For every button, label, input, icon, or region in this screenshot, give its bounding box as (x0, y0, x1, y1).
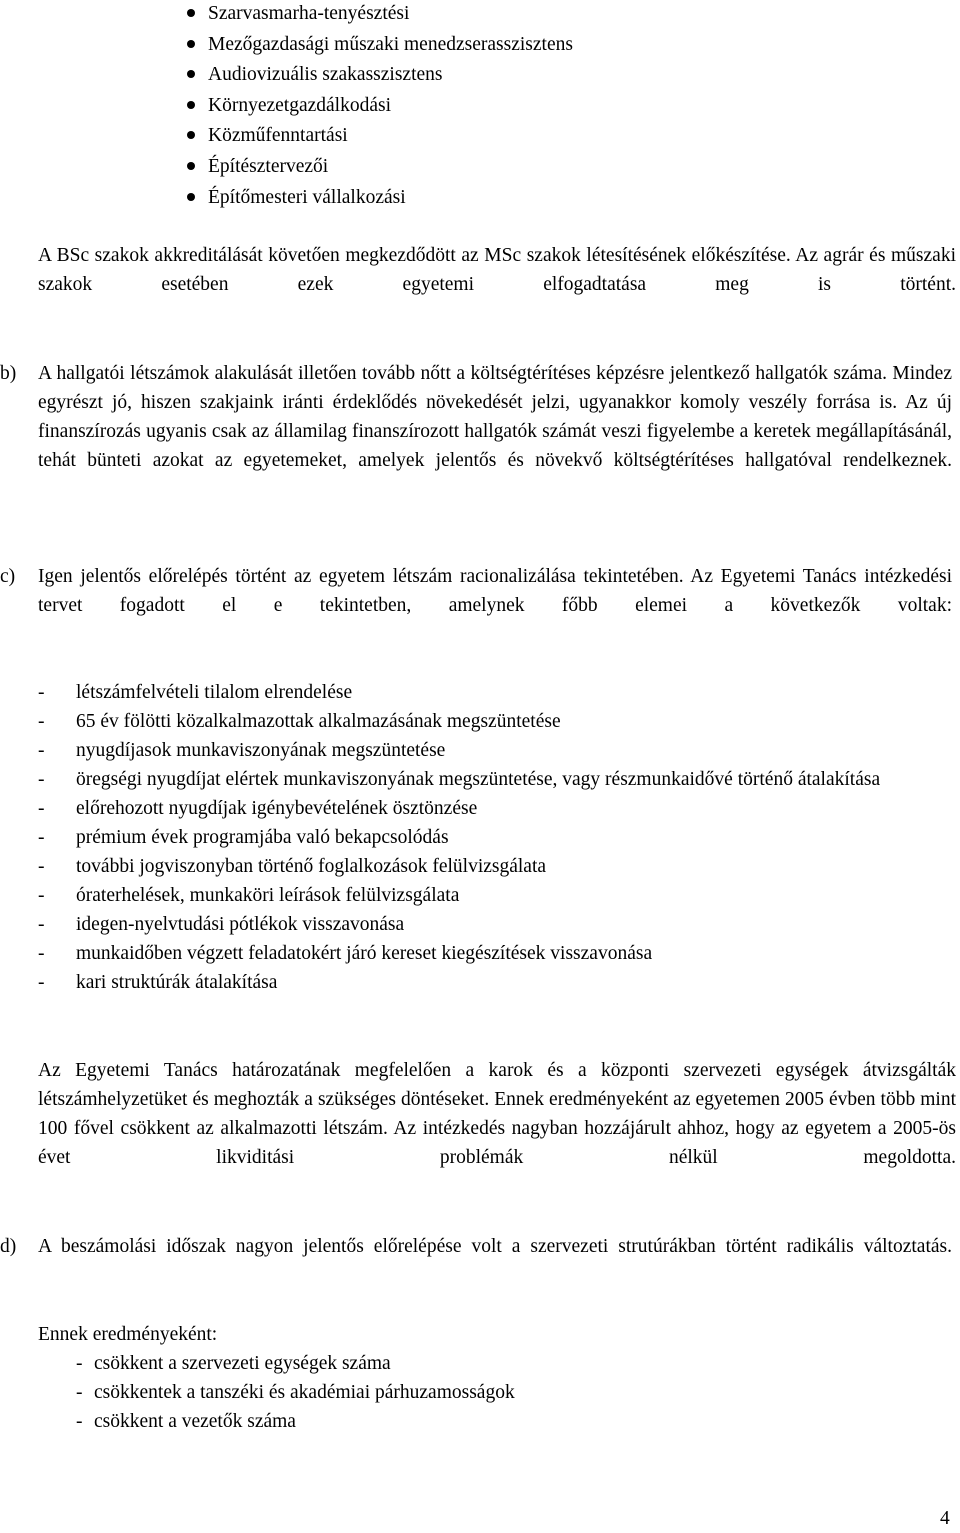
bullet-text: Szarvasmarha-tenyésztési (208, 3, 410, 24)
council-paragraph: Az Egyetemi Tanács határozatának megfelelően a karok és a központi szervezeti egységek átvizsgálták létszámhelyzetüket és meghozták a szükséges döntéseket. Ennek eredményeként az egyetemen 2005 évben több mint 100 fővel csökkent az alkalmazotti létszám. Az intézkedés nagyban hozzájárult ahhoz, hogy az egyetem a 2005-ös évet likviditási problémák nélkül megoldotta. (38, 1060, 956, 1168)
list-item: - csökkent a vezetők száma (76, 1407, 956, 1436)
bsc-paragraph: A BSc szakok akkreditálását követően megkezdődött az MSc szakok létesítésének előkészítése. Az agrár és műszaki szakok esetében ezek egyetemi elfogadtatása meg is történt. (38, 245, 956, 295)
dash-mark: - (38, 827, 45, 848)
bullet-text: Közműfenntartási (208, 125, 348, 147)
dash-mark: - (76, 1382, 83, 1403)
bullet-text: Audiovizuális szakasszisztens (208, 64, 443, 86)
list-item: - 65 év fölötti közalkalmazottak alkalmazásának megszüntetése (38, 707, 956, 736)
bullet-item (0, 31, 573, 62)
dash-mark: - (38, 682, 45, 703)
dash-mark: - (38, 740, 45, 761)
bullet-item (0, 153, 573, 184)
dash-mark: - (38, 972, 45, 993)
measures-list (38, 678, 956, 997)
item-b-label: b) (0, 363, 17, 384)
dash-mark: - (38, 914, 45, 935)
results-heading: Ennek eredményeként: (38, 1324, 218, 1345)
item-c-label: c) (0, 566, 16, 587)
bullet-dot-icon (187, 70, 195, 78)
dash-mark: - (38, 885, 45, 906)
bullet-dot-icon (187, 9, 195, 17)
list-item: - további jogviszonyban történő foglalkozások felülvizsgálata (38, 852, 956, 881)
list-item: - munkaidőben végzett feladatokért járó kereset kiegészítések visszavonása (38, 939, 956, 968)
bullet-dot-icon (187, 131, 195, 139)
bullet-dot-icon (187, 40, 195, 48)
bullet-item (0, 92, 573, 123)
list-item: - létszámfelvételi tilalom elrendelése (38, 678, 956, 707)
bullet-text: Mezőgazdasági műszaki menedzserasszisztens (208, 33, 573, 55)
list-item: - óraterhelések, munkaköri leírások felülvizsgálata (38, 881, 956, 910)
list-item: - öregségi nyugdíjat elértek munkaviszonyának megszüntetése, vagy részmunkaidővé történő átalakítása (38, 765, 956, 794)
item-d-label: d) (0, 1236, 17, 1257)
bullet-item (0, 122, 573, 153)
bullet-text: Építőmesteri vállalkozási (208, 186, 406, 208)
list-item: - csökkentek a tanszéki és akadémiai párhuzamosságok (76, 1378, 956, 1407)
bullet-item (0, 0, 573, 31)
list-item: - idegen-nyelvtudási pótlékok visszavonása (38, 910, 956, 939)
list-item: - csökkent a szervezeti egységek száma (76, 1349, 956, 1378)
bullet-item (0, 184, 573, 215)
list-item: - előrehozott nyugdíjak igénybevételének ösztönzése (38, 794, 956, 823)
list-item: - nyugdíjasok munkaviszonyának megszüntetése (38, 736, 956, 765)
item-b-text: A hallgatói létszámok alakulását illetően tovább nőtt a költségtérítéses képzésre jelentkező hallgatók száma. Mindez egyrészt jó, hiszen szakjaink iránti érdeklődés növekedését jelzi, ugyanakkor komoly veszély forrása is. Az új finanszírozás ugyanis csak az államilag finanszírozott hallgatók számát veszi figyelembe a keretek megállapításánál, tehát bünteti azokat az egyetemeket, amelyek jelentős és növekvő költségtérítéses hallgatóval rendelkeznek. (38, 363, 952, 471)
bullet-dot-icon (187, 101, 195, 109)
dash-mark: - (38, 798, 45, 819)
list-item: - kari struktúrák átalakítása (38, 968, 956, 997)
program-bullet-list (0, 0, 573, 214)
item-c-text: Igen jelentős előrelépés történt az egyetem létszám racionalizálása tekintetében. Az Egyetemi Tanács intézkedési tervet fogadott el e tekintetben, amelynek főbb elemei a következők voltak: (38, 566, 952, 616)
results-list (76, 1349, 956, 1436)
item-d-text: A beszámolási időszak nagyon jelentős előrelépése volt a szervezeti strutúrákban történt radikális változtatás. (38, 1236, 952, 1257)
bullet-dot-icon (187, 193, 195, 201)
dash-mark: - (38, 711, 45, 732)
dash-mark: - (76, 1353, 83, 1374)
bullet-dot-icon (187, 162, 195, 170)
dash-mark: - (38, 856, 45, 877)
bullet-item (0, 61, 573, 92)
bullet-text: Környezetgazdálkodási (208, 94, 392, 116)
dash-mark: - (76, 1411, 83, 1432)
list-item: - prémium évek programjába való bekapcsolódás (38, 823, 956, 852)
dash-mark: - (38, 943, 45, 964)
bullet-text: Építésztervezői (208, 155, 329, 177)
dash-mark: - (38, 769, 45, 790)
page-number: 4 (940, 1508, 950, 1529)
